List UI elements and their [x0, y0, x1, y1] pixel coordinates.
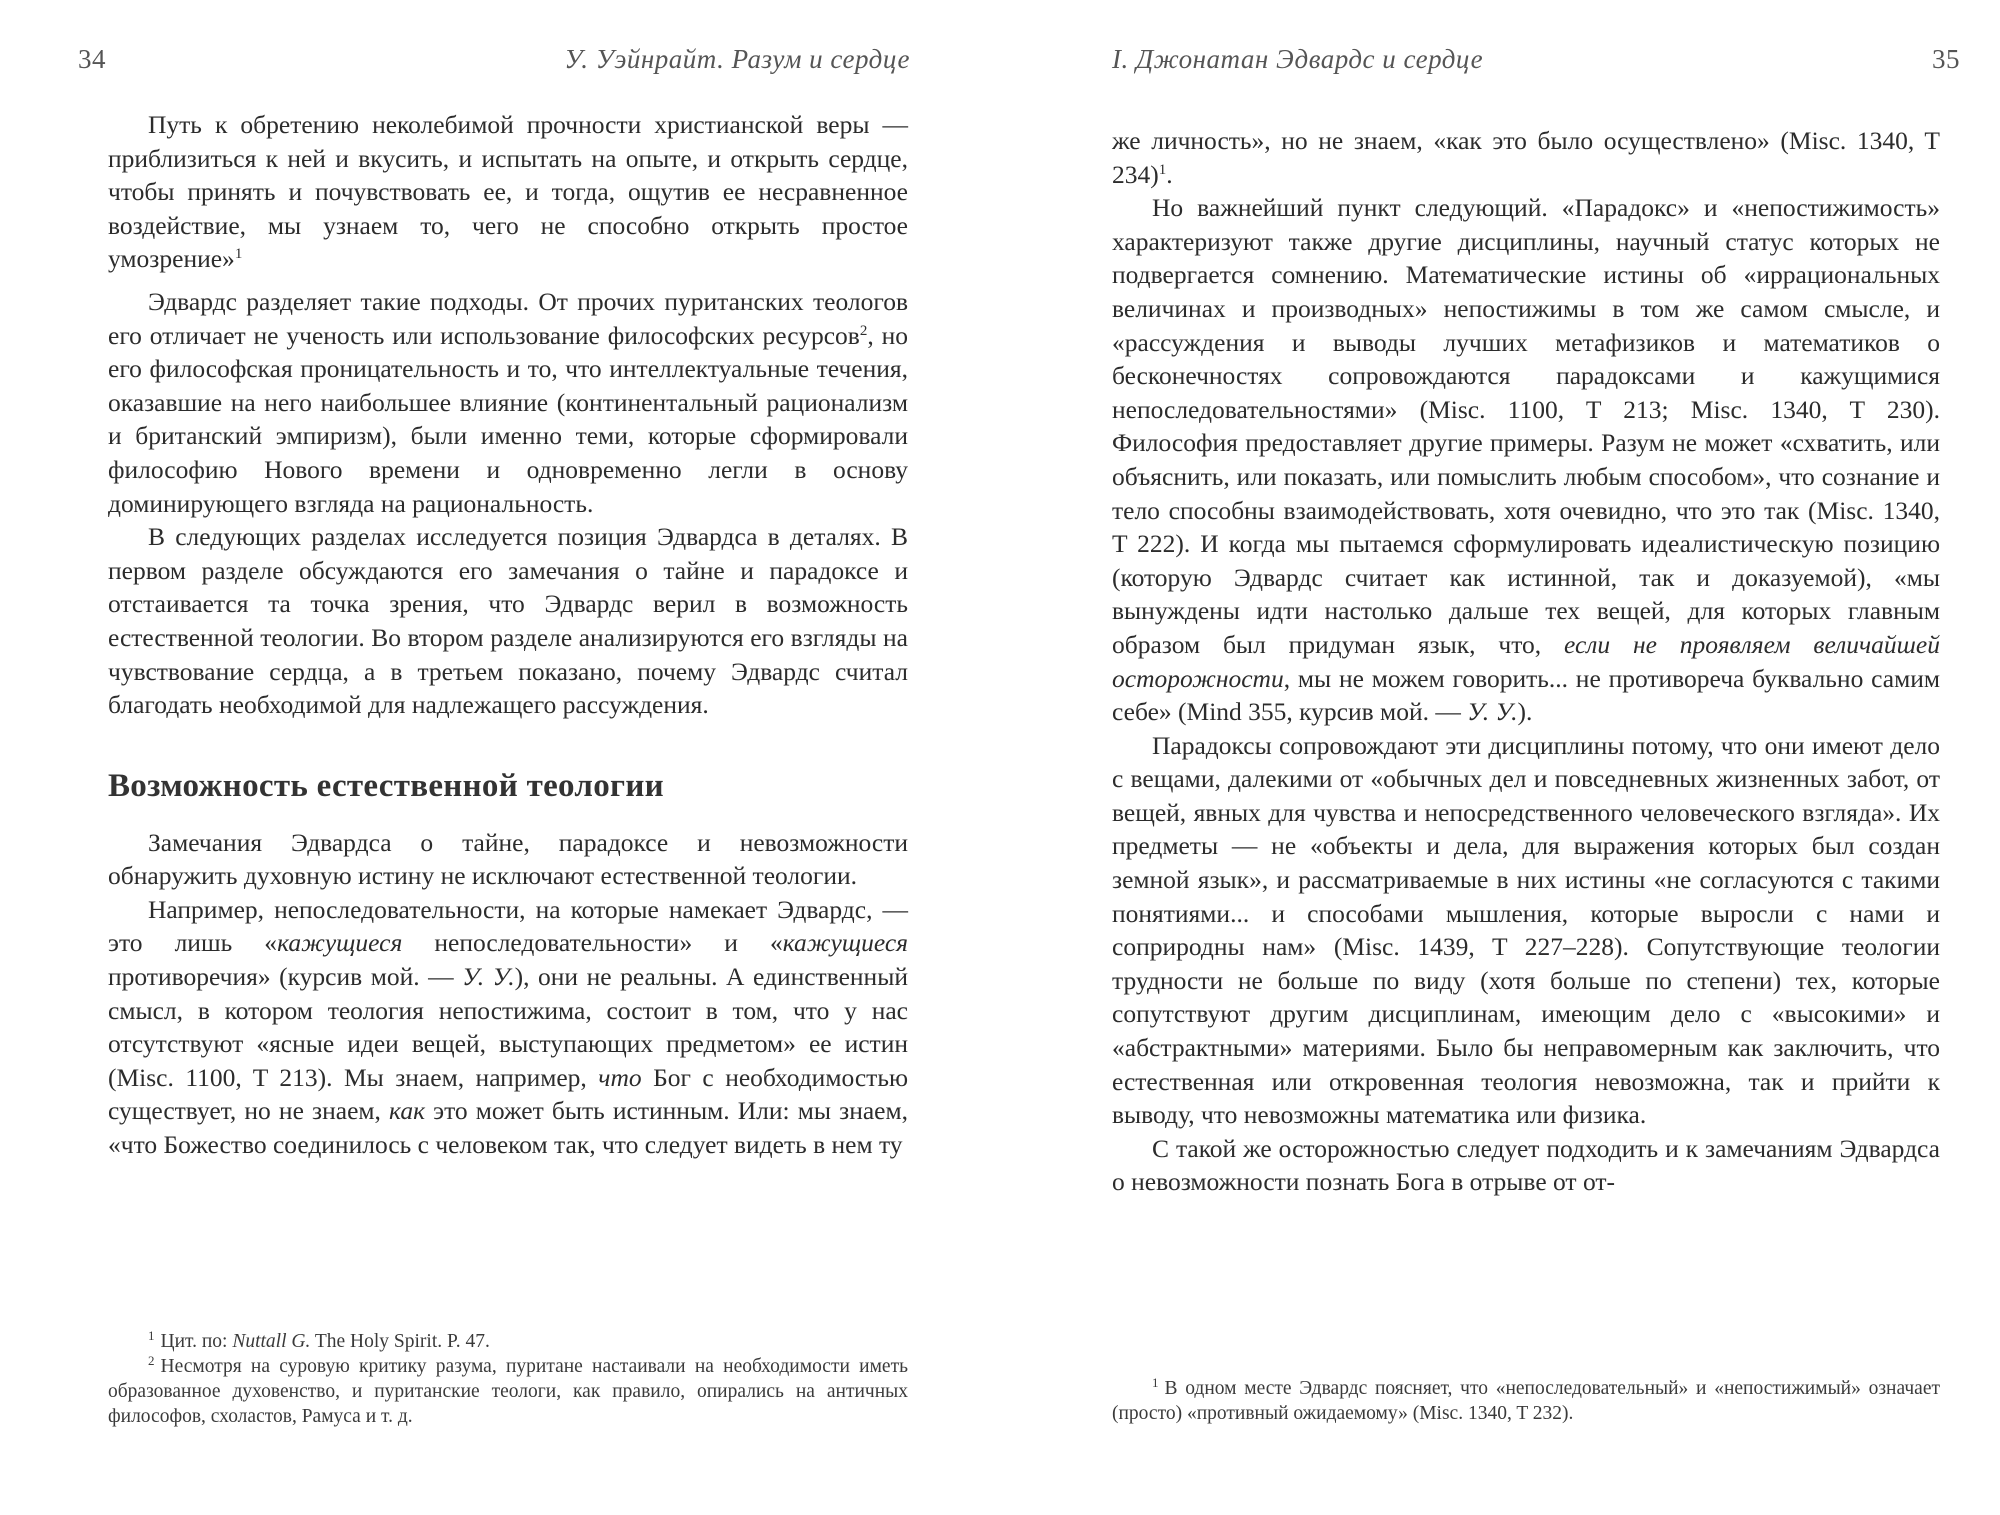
paragraph-text: . — [1166, 159, 1173, 189]
body-text — [108, 108, 908, 1162]
paragraph — [1112, 191, 1940, 729]
paragraph-text: непоследовательности» и « — [402, 928, 783, 958]
paragraph-text: ). — [1517, 697, 1533, 727]
paragraph-text: , но его философская проницательность и то, что интеллектуальные течения, оказавшие на него наибольшее влияние (континентальный рационализм и британский эмпиризм), были именно теми, которые сформировали философию Нового времени и одновременно легли в основу доминирующего взгляда на рациональность. — [108, 320, 908, 518]
paragraph — [108, 108, 908, 276]
footnote-number: 1 — [148, 1328, 155, 1343]
footnote-text: Несмотря на суровую критику разума, пуритане настаивали на необходимости иметь образованное духовенство, и пуританские теологи, как правило, опирались на античных философов, схоластов, Рамуса и т. д. — [108, 1356, 908, 1427]
running-head — [1112, 44, 1483, 75]
paragraph — [108, 893, 908, 1162]
italic-text: как — [389, 1096, 426, 1126]
italic-text: что — [598, 1062, 642, 1092]
paragraph — [108, 520, 908, 722]
paragraph — [1112, 124, 1940, 191]
italic-text: У. У. — [462, 962, 515, 992]
paragraph-text: Путь к обретению неколебимой прочности христианской веры — приблизиться к ней и вкусить, и испытать на опыте, и открыть сердце, чтобы принять и почувствовать ее, и тогда, ощутив ее несравненное воздействие, мы узнаем то, чего не способно открыть простое умозрение» — [108, 110, 908, 274]
paragraph-text: это может быть истинным. Или: мы знаем, «что Божество соединилось с человеком так, что следует видеть в нем ту — [108, 1096, 908, 1160]
paragraph — [1112, 1132, 1940, 1199]
paragraph — [108, 285, 908, 520]
section-heading: Возможность естественной теологии — [108, 767, 664, 804]
body-text — [1112, 124, 1940, 1199]
italic-text: если не проявляем величайшей осторожности — [1112, 629, 1940, 693]
footnote-ref: 1 — [1158, 161, 1167, 178]
paragraph-text: С такой же осторожностью следует подходить и к замечаниям Эдвардса о невозможности познать Бога в отрыве от от- — [1112, 1133, 1940, 1197]
running-head-title: I. Джонатан Эдвардс и сердце — [1112, 44, 1484, 74]
footnote-number: 1 — [1152, 1375, 1159, 1390]
paragraph-text: ), они не реальны. А единственный смысл, в котором теология непостижима, состоит в том, что у нас отсутствуют «ясные идеи вещей, выступающих предметом» ее истин (Misc. 1100, T 213). Мы знаем, например, — [108, 962, 908, 1092]
paragraph-text: Парадоксы сопровождают эти дисциплины потому, что они имеют дело с вещами, далекими от «обычных дел и повседневных жизненных забот, от вещей, явных для чувства и непосредственного человеческого взгляда». Их предметы — не «объекты и дела, для выражения которых был создан земной язык», и рассматриваемые в них истины «не согласуются с такими понятиями... и способами мышления, которые выросли с нами и соприродны нам» (Misc. 1439, T 227–228). Сопутствующие теологии трудности не больше по виду (хотя больше по степени) тех, которые сопутствуют другим дисциплинам, имеющим дело с «высокими» и «абстрактными» материями. Было бы неправомерным как заключить, что естественная или откровенная теология невозможна, так и прийти к выводу, что невозможны математика или физика. — [1112, 730, 1940, 1130]
paragraph — [108, 826, 908, 893]
paragraph — [1112, 729, 1940, 1132]
paragraph-text: В следующих разделах исследуется позиция Эдвардса в деталях. В первом разделе обсуждаются его замечания о тайне и парадоксе и отстаивается та точка зрения, что Эдвардс верил в возможность естественной теологии. Во втором разделе анализируются его взгляды на чувствование сердца, а в третьем показано, почему Эдвардс считал благодать необходимой для надлежащего рассуждения. — [108, 522, 908, 720]
footnote-ref: 1 — [234, 246, 243, 263]
footnote-number: 2 — [148, 1353, 155, 1368]
paragraph-text: Но важнейший пункт следующий. «Парадокс» и «непостижимость» характеризуют также другие дисциплины, научный статус которых не подвергается сомнению. Математические истины об «иррациональных величинах и производных» непостижимы в том же самом смысле, и «рассуждения и выводы лучших метафизиков и математиков о бесконечностях сопровождаются парадоксами и кажущимися непоследовательностями» (Misc. 1100, T 213; Misc. 1340, T 230). Философия предоставляет другие примеры. Разум не может «схватить, или объяснить, или показать, или помыслить любым способом», что сознание и тело способны взаимодействовать, хотя очевидно, что это так (Misc. 1340, T 222). И когда мы пытаемся сформулировать идеалистическую позицию (которую Эдвардс считает как истинной, так и доказуемой), «мы вынуждены идти настолько дальше тех вещей, для которых главным образом был придуман язык, что, — [1112, 193, 1940, 659]
right-page — [1000, 0, 2000, 1515]
footnote-text: The Holy Spirit. P. 47. — [310, 1331, 490, 1352]
footnote — [108, 1329, 908, 1354]
italic-text: У. У. — [1467, 697, 1518, 727]
footnote-text: Цит. по: — [160, 1331, 233, 1352]
paragraph-text: , мы не можем говорить... не противореча буквально самим себе» (Mind 355, курсив мой. — — [1112, 663, 1940, 727]
paragraph-text: Эдвардс разделяет такие подходы. От прочих пуританских теологов его отличает не ученость или использование философских ресурсов — [108, 286, 908, 350]
footnote-ref: 2 — [859, 322, 868, 339]
footnotes — [1112, 1376, 1940, 1426]
running-head-title: У. Уэйнрайт. Разум и сердце — [564, 44, 910, 74]
page-number: 35 — [1932, 44, 1960, 74]
paragraph-text: Замечания Эдвардса о тайне, парадоксе и невозможности обнаружить духовную истину не исключают естественной теологии. — [108, 827, 908, 891]
paragraph-text: противоречия» (курсив мой. — — [108, 962, 463, 992]
running-head — [564, 44, 910, 75]
italic-text: кажущиеся — [277, 928, 403, 958]
italic-text: кажущиеся — [782, 928, 908, 958]
page-number: 34 — [78, 44, 106, 74]
footnote — [108, 1354, 908, 1429]
paragraph-text: Бог с необходимостью существует, но не знаем, — [108, 1062, 908, 1126]
paragraph-text: Например, непоследовательности, на которые намекает Эдвардс, — это лишь « — [108, 894, 908, 958]
paragraph-text: же личность», но не знаем, «как это было осуществлено» (Misc. 1340, T 234) — [1112, 126, 1940, 189]
footnote — [1112, 1376, 1940, 1426]
italic-text: Nuttall G. — [232, 1331, 311, 1352]
footnotes — [108, 1329, 908, 1429]
footnote-text: В одном месте Эдвардс поясняет, что «непоследовательный» и «непостижимый» означает (просто) «противный ожидаемому» (Misc. 1340, T 232). — [1112, 1378, 1940, 1424]
